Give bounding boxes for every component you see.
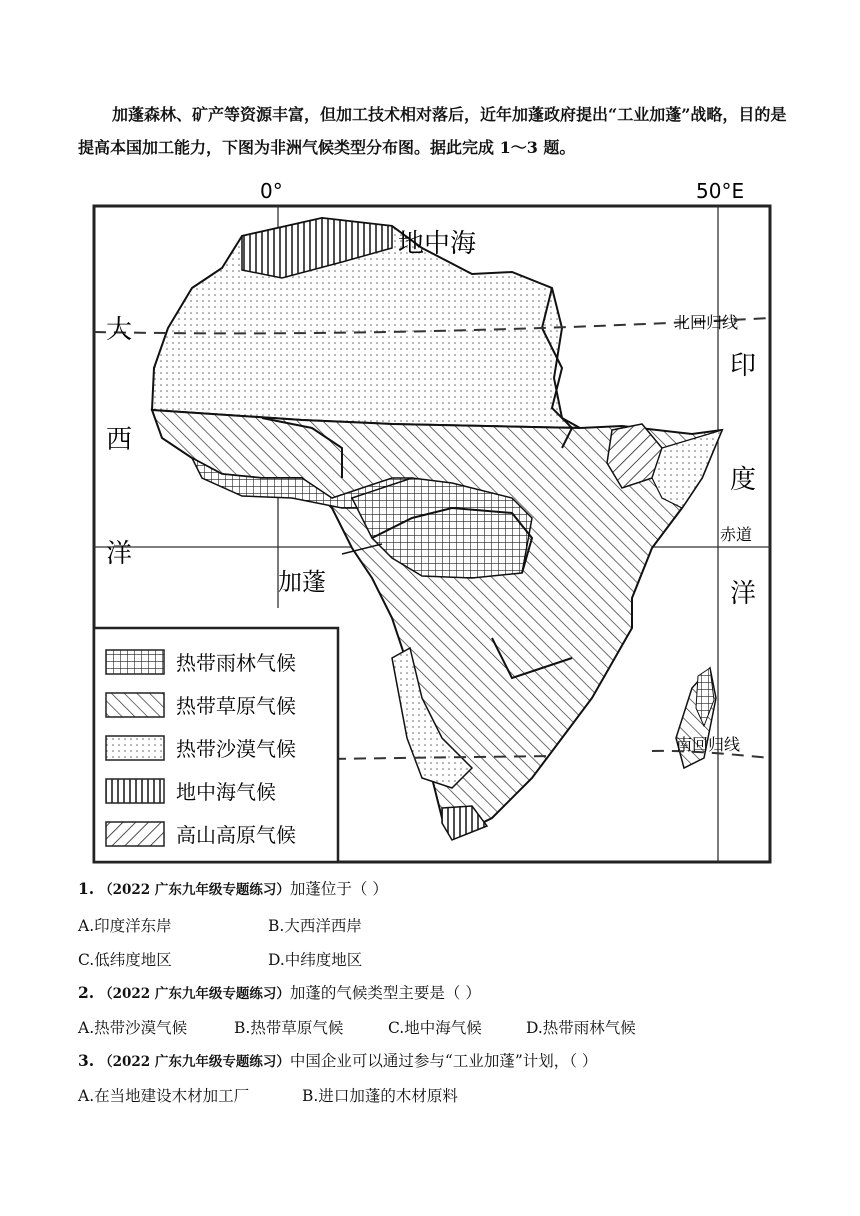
question-1 — [78, 878, 388, 901]
question-1-number: 1. — [78, 879, 95, 898]
legend-label-highland: 高山高原气候 — [176, 823, 296, 847]
question-3-option-b[interactable]: B.进口加蓬的木材原料 — [302, 1087, 458, 1105]
legend-swatch-desert — [106, 736, 164, 760]
label-mediterranean: 地中海 — [398, 229, 477, 259]
question-1-option-d[interactable]: D.中纬度地区 — [268, 951, 363, 969]
question-2-option-c[interactable]: C.地中海气候 — [388, 1019, 482, 1037]
label-atlantic-1: 大 — [106, 315, 133, 345]
question-3-source: （2022 广东九年级专题练习） — [99, 1054, 290, 1070]
question-1-stem: 加蓬位于（ ） — [289, 880, 388, 898]
legend-swatch-savanna — [106, 693, 164, 717]
intro-paragraph — [78, 98, 790, 164]
legend-label-desert: 热带沙漠气候 — [176, 737, 296, 761]
intro-text: 加蓬森林、矿产等资源丰富，但加工技术相对落后，近年加蓬政府提出“工业加蓬”战略，目的是提高本国加工能力，下图为非洲气候类型分布图。据此完成 1～3 题。 — [78, 105, 787, 157]
question-1-source: （2022 广东九年级专题练习） — [99, 882, 290, 898]
question-1-option-b[interactable]: B.大西洋西岸 — [268, 917, 362, 935]
question-2-source: （2022 广东九年级专题练习） — [99, 986, 290, 1002]
label-indian-1: 印 — [730, 351, 757, 381]
label-tropic-capricorn: 南回归线 — [676, 735, 741, 754]
legend-label-mediterranean: 地中海气候 — [176, 780, 276, 804]
label-indian-3: 洋 — [730, 579, 757, 609]
label-gabon: 加蓬 — [278, 568, 326, 596]
label-tropic-cancer: 北回归线 — [674, 313, 739, 332]
question-3-option-a[interactable]: A.在当地建设木材加工厂 — [78, 1087, 250, 1105]
label-atlantic-2: 西 — [106, 425, 133, 455]
legend-label-savanna: 热带草原气候 — [176, 694, 296, 718]
map-legend — [94, 628, 338, 862]
question-1-option-c[interactable]: C.低纬度地区 — [78, 951, 172, 969]
legend-swatch-mediterranean — [106, 779, 164, 803]
label-0-degree: 0° — [260, 179, 283, 203]
question-2 — [78, 982, 481, 1005]
question-2-option-d[interactable]: D.热带雨林气候 — [526, 1019, 636, 1037]
label-50e: 50°E — [696, 179, 745, 203]
question-3-number: 3. — [78, 1051, 95, 1070]
africa-climate-map — [92, 178, 772, 868]
question-2-option-a[interactable]: A.热带沙漠气候 — [78, 1019, 188, 1037]
question-2-option-b[interactable]: B.热带草原气候 — [234, 1019, 344, 1037]
label-equator: 赤道 — [720, 525, 753, 544]
question-3-stem: 中国企业可以通过参与“工业加蓬”计划，（ ） — [289, 1052, 598, 1070]
legend-swatch-highland — [106, 822, 164, 846]
question-2-number: 2. — [78, 983, 95, 1002]
question-1-option-a[interactable]: A.印度洋东岸 — [78, 917, 172, 935]
legend-label-rainforest: 热带雨林气候 — [176, 651, 296, 675]
question-3 — [78, 1050, 597, 1073]
label-indian-2: 度 — [730, 465, 757, 495]
label-atlantic-3: 洋 — [106, 539, 133, 569]
question-2-stem: 加蓬的气候类型主要是（ ） — [289, 984, 481, 1002]
legend-swatch-rainforest — [106, 650, 164, 674]
